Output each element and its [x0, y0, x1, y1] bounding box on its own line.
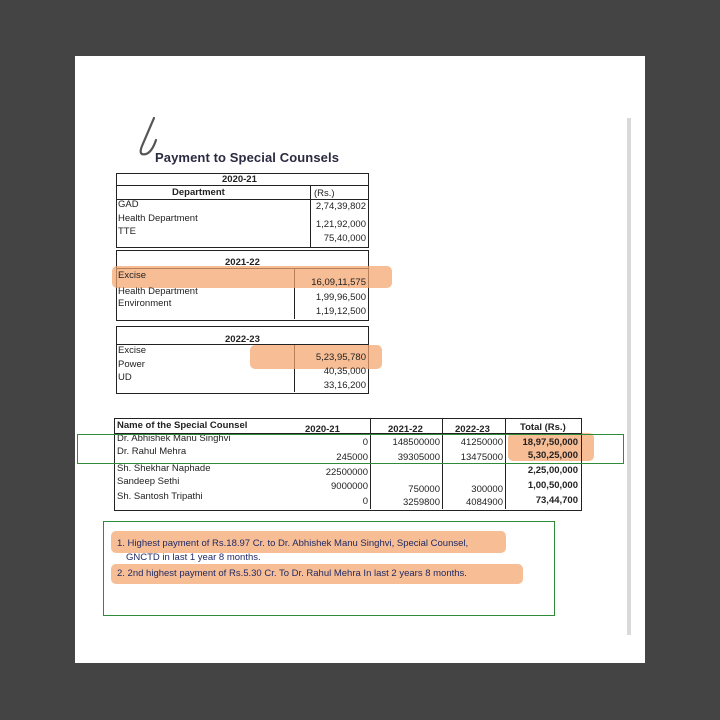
- table-row: 39305000: [397, 452, 440, 463]
- highlight-box-top-rows: [77, 434, 624, 464]
- table-row: 5,23,95,780: [315, 352, 366, 363]
- table-row: 1,00,50,000: [527, 480, 578, 491]
- table-row: Health Department: [118, 213, 198, 224]
- table-row: 40,35,000: [323, 366, 366, 377]
- table-row: TTE: [118, 226, 136, 237]
- document-title: Payment to Special Counsels: [155, 150, 340, 165]
- table-row: 2,25,00,000: [527, 465, 578, 476]
- page-edge: [627, 118, 631, 635]
- table-row: Sh. Santosh Tripathi: [117, 491, 203, 502]
- table-row: 9000000: [331, 481, 368, 492]
- table-row: 5,30,25,000: [527, 450, 578, 461]
- table-row: 245000: [336, 452, 368, 463]
- note-line-1: 1. Highest payment of Rs.18.97 Cr. to Dr. Abhishek Manu Singhvi, Special Counsel,: [117, 538, 469, 549]
- table-row: 1,21,92,000: [315, 219, 366, 230]
- table-row: 41250000: [460, 437, 503, 448]
- col-department: Department: [172, 187, 225, 198]
- table-row: Excise: [118, 345, 146, 356]
- table-row: 75,40,000: [323, 233, 366, 244]
- table-row: 2,74,39,802: [315, 201, 366, 212]
- col-header: 2021-22: [388, 424, 423, 435]
- col-header: Total (Rs.): [520, 422, 566, 433]
- table-row: 13475000: [460, 452, 503, 463]
- table-row: Sandeep Sethi: [117, 476, 180, 487]
- table-row: Power: [118, 359, 145, 370]
- note-line-1-cont: GNCTD in last 1 year 8 months.: [126, 552, 261, 563]
- col-header: 2022-23: [455, 424, 490, 435]
- note-line-2: 2. 2nd highest payment of Rs.5.30 Cr. To Dr. Rahul Mehra In last 2 years 8 months.: [117, 568, 467, 579]
- table-row: 3259800: [403, 497, 440, 508]
- table-row: Dr. Rahul Mehra: [117, 446, 187, 457]
- table-row: UD: [118, 372, 132, 383]
- table-row: Sh. Shekhar Naphade: [117, 463, 211, 474]
- table-row: 0: [362, 496, 368, 507]
- table-row: 0: [362, 437, 368, 448]
- table-row: 1,99,96,500: [315, 292, 366, 303]
- table-row: 22500000: [325, 467, 368, 478]
- col-amount: (Rs.): [314, 188, 335, 199]
- table-row: Dr. Abhishek Manu Singhvi: [117, 433, 231, 444]
- table-row: 1,19,12,500: [315, 306, 366, 317]
- table-row: 148500000: [392, 437, 440, 448]
- table-row: 300000: [471, 484, 503, 495]
- table-row: 73,44,700: [535, 495, 578, 506]
- table-row: Environment: [118, 298, 172, 309]
- col-header: Name of the Special Counsel: [117, 420, 248, 431]
- table-row: 750000: [408, 484, 440, 495]
- table-row: GAD: [118, 199, 139, 210]
- year-header: 2020-21: [222, 174, 257, 185]
- table-row: 33,16,200: [323, 380, 366, 391]
- table-row: 4084900: [466, 497, 503, 508]
- year-header: 2021-22: [225, 257, 260, 268]
- year-header: 2022-23: [225, 334, 260, 345]
- table-row: 16,09,11,575: [311, 277, 366, 288]
- col-header: 2020-21: [305, 424, 340, 435]
- table-row: Excise: [118, 270, 146, 281]
- table-row: Health Department: [118, 286, 198, 297]
- table-row: 18,97,50,000: [522, 437, 578, 448]
